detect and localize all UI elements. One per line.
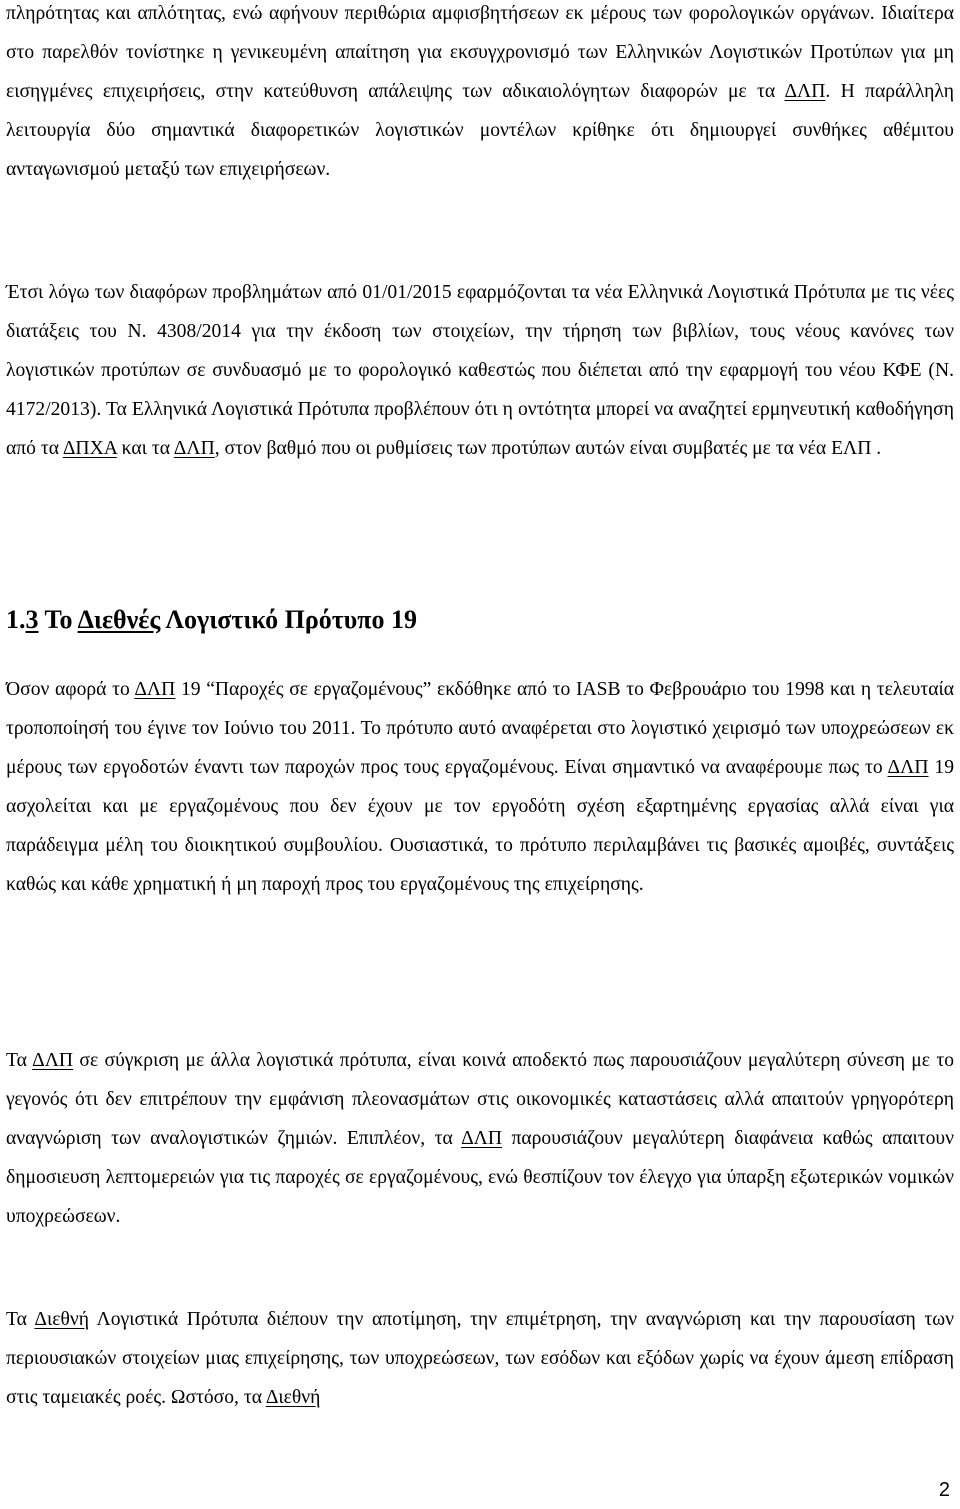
heading-number-sub: 3 bbox=[25, 605, 39, 634]
text-run: Λογιστικά Πρότυπα διέπουν την αποτίμηση, την επιμέτρηση, την αναγνώριση και την παρουσίαση των περιουσιακών στοιχείων μιας επιχείρησης, των υποχρεώσεων, των εσόδων και εξόδων χωρίς να έχουν άμεση επίδραση στις ταμειακές ροές. Ωστόσο, τα bbox=[6, 1309, 955, 1409]
paragraph-ias19-overview bbox=[6, 670, 954, 905]
paragraph-ias-comparison bbox=[6, 1041, 954, 1236]
text-run: Τα bbox=[6, 1309, 35, 1330]
heading-number: 1. bbox=[6, 605, 26, 634]
section-heading-ias19 bbox=[6, 600, 954, 640]
paragraph-accounting-standards-reform bbox=[6, 0, 954, 189]
underlined-term-international: Διεθνή bbox=[34, 1309, 90, 1330]
text-run: 19 ασχολείται και με εργαζομένους που δεν έχουν με τον εργοδότη σχέση εξαρτημένης εργασίας αλλά είναι για παράδειγμα μέλη του διοικητικού συμβουλίου. Ουσιαστικά, το πρότυπο περιλαμβάνει τις βασικές αμοιβές, συντάξεις καθώς και κάθε χρηματική ή μη παροχή προς του εργαζομένους της επιχείρησης. bbox=[6, 757, 954, 896]
text-run: παρουσιάζουν μεγαλύτερη διαφάνεια καθώς απαιτουν δημοσιευση λεπτομερειών για τις παροχές σε εργαζομένους, ενώ θεσπίζουν τον έλεγχο για ύπαρξη εξωτερικών νομικών υποχρεώσεων. bbox=[6, 1128, 954, 1228]
paragraph-international-standards bbox=[6, 1300, 954, 1417]
page-number: 2 bbox=[938, 1479, 950, 1501]
underlined-term-ifrs: ΔΠΧΑ bbox=[62, 438, 117, 460]
text-run: Όσον αφορά το bbox=[6, 679, 135, 700]
paragraph-greek-standards-2015 bbox=[6, 273, 954, 468]
underlined-term-ias: ΔΛΠ bbox=[887, 757, 929, 779]
text-run: πληρότητας και απλότητας, ενώ αφήνουν περιθώρια αμφισβητήσεων εκ μέρους των φορολογικών οργάνων. Ιδιαίτερα στο παρελθόν τονίστηκε η γενικευμένη απαίτηση για εκσυγχρονισμό των Ελληνικών Λογιστικών Προτύπων για μη εισηγμένες επιχειρήσεις, στην κατεύθυνση απάλειψης των αδικαιολόγητων διαφορών με τα bbox=[6, 3, 954, 103]
underlined-term-ias: ΔΛΠ bbox=[173, 438, 215, 460]
heading-text: Το bbox=[38, 605, 78, 634]
text-run: , στον βαθμό που οι ρυθμίσεις των προτύπων αυτών είναι συμβατές με τα νέα ΕΛΠ . bbox=[214, 438, 882, 460]
underlined-term-ias: ΔΛΠ bbox=[32, 1050, 74, 1071]
text-run: σε σύγκριση με άλλα λογιστικά πρότυπα, είναι κοινά αποδεκτό πως παρουσιάζουν μεγαλύτερη σύνεση με το γεγονός ότι δεν επιτρέπουν την εμφάνιση πλεονασμάτων στις οικονομικές καταστάσεις αλλά απαιτούν γρηγορότερη αναγνώριση των αναλογιστικών ζημιών. Επιπλέον, τα bbox=[6, 1050, 954, 1150]
text-run: και τα bbox=[116, 438, 174, 460]
heading-text: Λογιστικό Πρότυπο 19 bbox=[160, 605, 417, 634]
text-run: Τα bbox=[6, 1050, 33, 1071]
heading-underlined-word: Διεθνές bbox=[77, 605, 161, 634]
underlined-term-international: Διεθνή bbox=[265, 1387, 321, 1409]
text-run: . Η παράλληλη λειτουργία δύο σημαντικά διαφορετικών λογιστικών μοντέλων κρίθηκε ότι δημιουργεί συνθήκες αθέμιτου ανταγωνισμού μεταξύ των επιχειρήσεων. bbox=[6, 81, 954, 181]
underlined-term-ias: ΔΛΠ bbox=[134, 679, 176, 700]
underlined-term-ias: ΔΛΠ bbox=[461, 1128, 503, 1150]
text-run: 19 “Παροχές σε εργαζομένους” εκδόθηκε από το IASB το Φεβρουάριο του 1998 και η τελευταία τροποποίησή του έγινε τον Ιούνιο του 2011. Το πρότυπο αυτό αναφέρεται στο λογιστικό χειρισμό των υποχρεώσεων εκ μέρους των εργοδοτών έναντι των παροχών προς τους εργαζομένους. Είναι σημαντικό να αναφέρουμε πως το bbox=[6, 679, 954, 779]
text-run: Έτσι λόγω των διαφόρων προβλημάτων από 01/01/2015 εφαρμόζονται τα νέα Ελληνικά Λογιστικά Πρότυπα με τις νέες διατάξεις του Ν. 4308/2014 για την έκδοση των στοιχείων, την τήρηση των βιβλίων, τους νέους κανόνες των λογιστικών προτύπων σε συνδυασμό με το φορολογικό καθεστώς που διέπεται από την εφαρμογή του νέου ΚΦΕ (Ν. 4172/2013). Τα Ελληνικά Λογιστικά Πρότυπα προβλέπουν ότι η οντότητα μπορεί να αναζητεί ερμηνευτική καθοδήγηση από τα bbox=[6, 282, 954, 460]
underlined-term-ias: ΔΛΠ bbox=[784, 81, 826, 103]
